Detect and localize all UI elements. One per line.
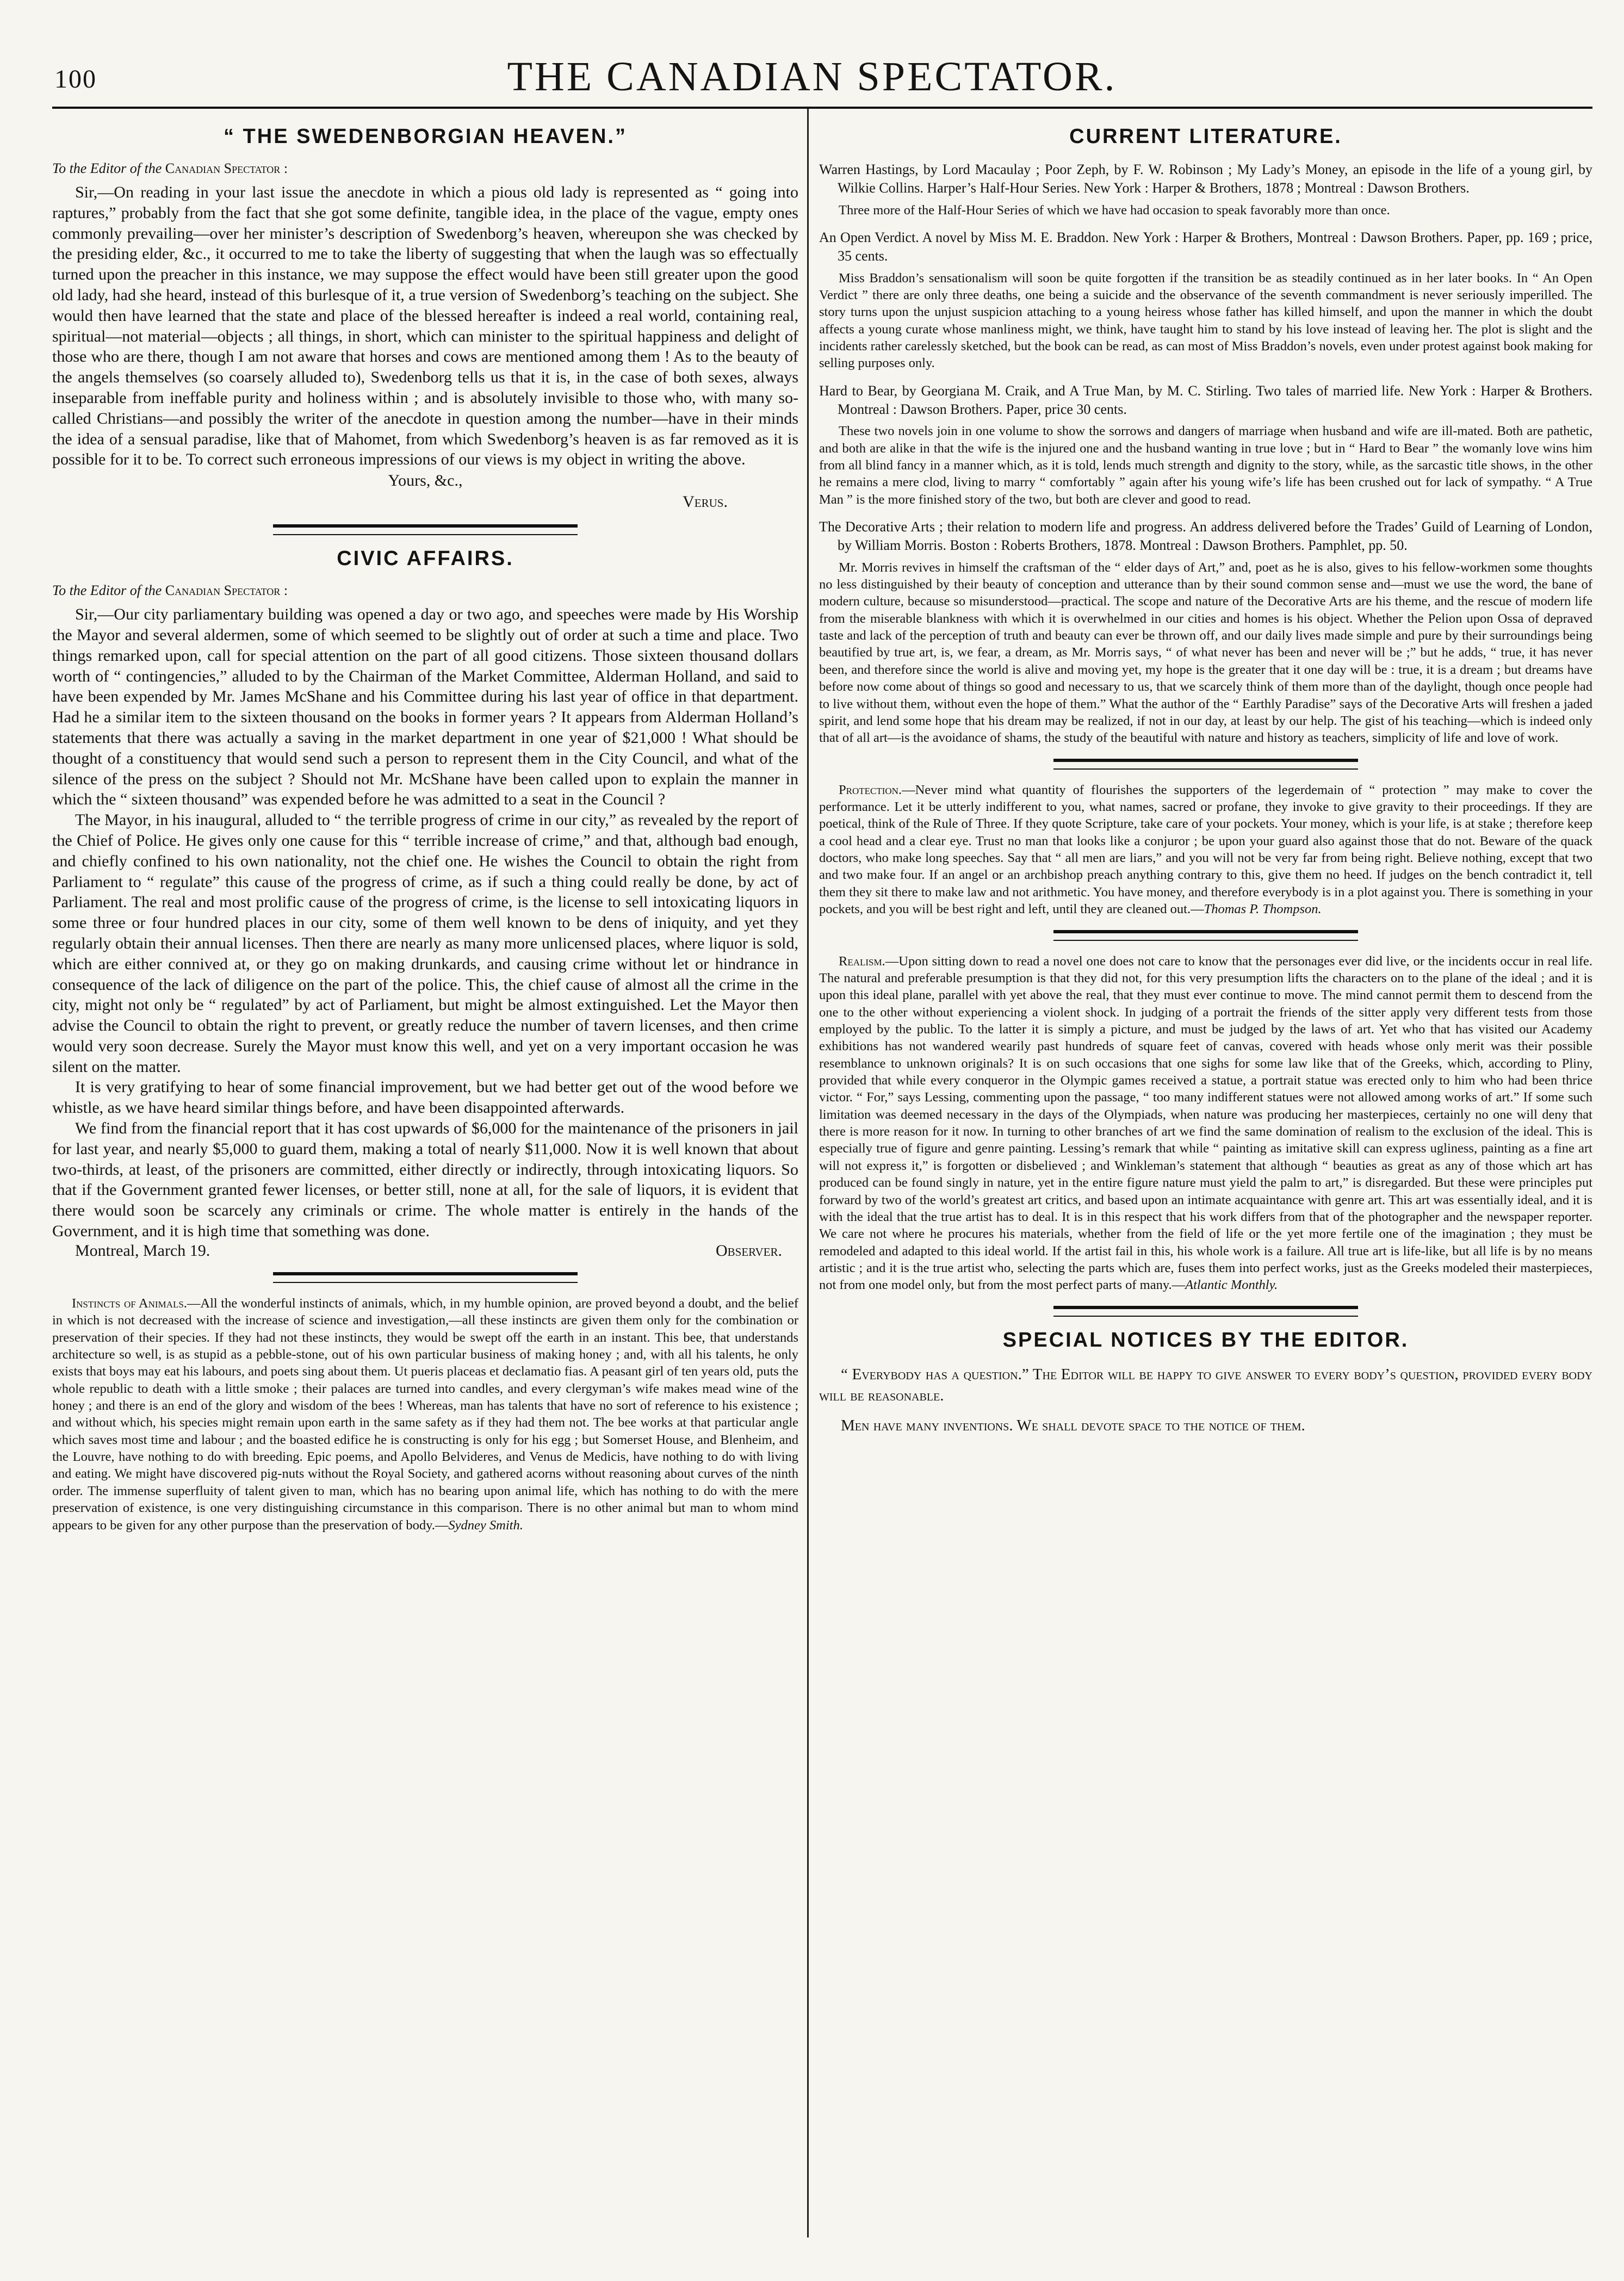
instincts-lead: Instincts of Animals. [72,1296,187,1311]
swedenborg-closing: Yours, &c., [388,472,463,490]
protection-body: —Never mind what quantity of flourishes the supporters of the legerdemain of “ protection ” may make to cover the performance. Let it be utterly indifferent to you, what names, sacred or profane, they invoke to give gravity to their proceedings. If they are poetical, think of the Rule of Three. If they quote Scripture, take care of your pockets. Your money, which is your life, is at stake ; therefore keep a cool head and a clear eye. Trust no man that looks like a conjuror ; be upon your guard also against those that do not. Beware of the quack doctors, who make long speeches. Say that “ all men are liars,” and you will not be very far from being right. Believe nothing, except that two and two make four. If an angel or an archbishop preach anything contrary to this, give them no heed. If judges on the bench contradict it, tell them they sit there to make law and not arithmetic. You have money, and therefore everybody is in a plot against you. There is something in your pockets, and you will be best right and left, until they are cleaned out.— [819,782,1592,917]
civic-date: Montreal, March 19. [75,1241,210,1260]
swedenborg-heading: “ THE SWEDENBORGIAN HEAVEN.” [223,125,627,148]
civic-paragraph: It is very gratifying to hear of some financial improvement, but we had better get out of the wood before we whistle, as we have heard similar things before, and have been disappointed afterwards. [52,1078,798,1117]
section-rule [1053,930,1358,941]
salutation-prefix: To the Editor of the [52,160,165,176]
notices-heading: SPECIAL NOTICES BY THE EDITOR. [1002,1328,1409,1352]
book-entry: An Open Verdict. A novel by Miss M. E. Braddon. New York : Harper & Brothers, Montreal : Dawson Brothers. Paper, pp. 169 ; price, 35 cents. [819,229,1592,264]
protection-signature: Thomas P. Thompson. [1204,902,1322,917]
right-column [819,120,1592,2232]
swedenborg-salutation [52,160,798,177]
swedenborg-signature: Verus. [683,493,728,511]
protection-extract [819,782,1592,918]
instincts-signature: Sydney Smith. [448,1517,523,1533]
salutation-prefix: To the Editor of the [52,582,165,599]
salutation-name: Canadian Spectator : [165,160,288,176]
current-literature [819,125,1592,747]
special-notices [819,1329,1592,1436]
protection-text [819,782,1592,918]
swedenborg-body: Sir,—On reading in your last issue the anecdote in which a pious old lady is represented as “ going into raptures,” probably from the fact that she got some definite, tangible idea, in the place of the vague, empty ones commonly prevailing—over her minister’s description of Swedenborg’s heaven, whereupon she was checked by the presiding elder, &c., it occurred to me to take the liberty of suggesting that when the laugh was so effectually turned upon the preacher in this instance, we may suppose the effect would have been still greater upon the good old lady, had she heard, instead of this burlesque of it, a true version of Swedenborg’s teaching on the subject. She would then have learned that the state and place of the blessed hereafter is indeed a real world, containing real, spiritual—not material—objects ; all things, in short, which can minister to the spiritual happiness and delight of those who are there, though I am not aware that horses and cows are mentioned among them ! As to the beauty of the angels themselves (so coarsely alluded to), Swedenborg tells us that it is, in the case of both sexes, always inseparable from ineffable purity and holiness within ; and is absolutely invisible to those who, with many so-called Christians—and possibly the writer of the anecdote in question among the number—have in their minds the idea of a sensual paradise, like that of Mahomet, from which Swedenborg’s heaven is as far removed as it is possible for it to be. To correct such erroneous impressions of our views is my object in writing the above. [52,183,798,469]
civic-paragraph: The Mayor, in his inaugural, alluded to “ the terrible progress of crime in our city,” as revealed by the report of the Chief of Police. He gives only one cause for this “ terrible increase of crime,” and that, although bad enough, and chiefly confined to his own nationality, not the chief one. He wishes the Council to obtain the right from Parliament to “ regulate” this cause of the progress of crime, as if such a thing could really be done, by act of Parliament. The real and most prolific cause of the progress of crime, is the license to sell intoxicating liquors in some three or four hundred places in our city, some of them well known to be dens of iniquity, and yet they regularly obtain their annual licenses. Then there are nearly as many more unlicensed places, where liquor is sold, which are either connived at, or they go on making drunkards, and causing crime without let or hindrance in consequence of the lack of diligence on the part of the police. This, the chief cause of almost all the crime in the city, might not only be “ regulated” by act of Parliament, but might be almost extinguished. Let the Mayor then advise the Council to obtain the right to prevent, or greatly reduce the number of tavern licenses, and then crime would very soon decrease. Surely the Mayor must know this well, and yet on a very important occasion he was silent on the matter. [52,811,798,1076]
section-rule [1053,1306,1358,1317]
civic-paragraph: We find from the financial report that it has cost upwards of $6,000 for the maintenance of the prisoners in jail for last year, and nearly $5,000 to guard them, making a total of nearly $11,000. Now it is well known that about two-thirds, at least, of the prisoners are committed, either directly or indirectly, through intoxicating liquors. So that if the Government granted fewer licenses, or better still, none at all, for the sale of liquors, it is evident that there would soon be scarcely any criminals or crime. The whole matter is entirely in the hands of the Government, and it is high time that something was done. [52,1119,798,1241]
realism-body: —Upon sitting down to read a novel one does not care to know that the personages ever did live, or the incidents occur in real life. The natural and preferable presumption is that they did not, for this very presumption lifts the characters on to the plane of the ideal ; and it is upon this ideal plane, parallel with yet above the real, that they must ever continue to move. The mind cannot permit them to descend from the one to the other without experiencing a violent shock. In judging of a portrait the friends of the sitter apply very different tests from those employed by the public. To the latter it is simply a picture, and must be judged by the laws of art. Yet who that has visited our Academy exhibitions has not wandered wearily past hundreds of square feet of canvas, covered with heads whose only merit was their possible resemblance to unknown originals? It is on such occasions that one sighs for some law like that of the Greeks, which, according to Pliny, provided that while every conqueror in the Olympic games received a statue, a portrait statue was erected only to him who had been thrice victor. “ For,” says Lessing, commenting upon the passage, “ too many indifferent statues were not allowed among works of art.” If some such limitation was deemed necessary in the days of the Olympiads, when nature was producing her masterpieces, certainly no one will deny that there is more reason for it now. In turning to other branches of art we find the same domination of realism to the exclusion of the ideal. This is especially true of figure and genre painting. Lessing’s remark that while “ painting as imitative skill can express ugliness, painting as a fine art will not express it,” is forgotten or disbelieved ; and Winkleman’s statement that although “ beauties as great as any of those which art has produced can be found singly in nature, yet in the entire figure nature must yield the palm to art,” is disregarded. But these were principles put forward by two of the world’s greatest art critics, and based upon an intimate acquaintance with genre art. This art was essentially ideal, and it is with the ideal that the true artist has to deal. It is in this respect that his work differs from that of the photographer and the newspaper reporter. We care not where he procures his materials, whether from the field of life or the yet more fertile one of the imagination ; they must be remodeled and adapted to this ideal world. If the artist fail in this, his whole work is a failure. All true art is life-like, but all life is by no means artistic ; and it is the true artist who, selecting the parts which are, fuses them into perfect works, just as the Greeks modeled their masterpieces, not from one model only, but from the most perfect parts of many.— [819,953,1592,1293]
instincts-text [52,1295,798,1534]
protection-lead: Protection. [839,782,902,797]
header-rule [52,107,1592,109]
left-column [52,120,798,2232]
book-review: These two novels join in one volume to show the sorrows and dangers of marriage when husband and wife are ill-mated. Both are pathetic, and both are alike in that the wife is the injured one and the husband wanting in true love ; but in “ Hard to Bear ” the womanly love wins him from all blind fancy in a manner which, as it is told, lends much strength and dignity to the story, while, as the sarcastic title shows, in the other he remains a mere clod, living to marry “ comfortably ” again after his young wife’s life has been crushed out for lack of sympathy. “ A True Man ” is the more finished story of the two, but both are clever and good to read. [819,424,1592,507]
realism-signature: Atlantic Monthly. [1185,1278,1278,1293]
section-rule [1053,759,1358,770]
book-entry: Hard to Bear, by Georgiana M. Craik, and A True Man, by M. C. Stirling. Two tales of married life. New York : Harper & Brothers. Montreal : Dawson Brothers. Paper, price 30 cents. [819,382,1592,417]
civic-affairs-letter [52,547,798,1260]
literature-heading: CURRENT LITERATURE. [1069,125,1342,148]
realism-lead: Realism. [839,953,885,969]
notice-item: Men have many inventions. We shall devote space to the notice of them. [841,1416,1305,1434]
swedenborg-letter [52,125,798,512]
column-divider [807,109,809,2237]
civic-signature: Observer. [715,1241,782,1260]
book-entry: The Decorative Arts ; their relation to modern life and progress. An address delivered before the Trades’ Guild of Learning of London, by William Morris. Boston : Roberts Brothers, 1878. Montreal : Dawson Brothers. Pamphlet, pp. 50. [819,519,1592,553]
book-review: Miss Braddon’s sensationalism will soon be quite forgotten if the transition be as steadily continued as in her later books. In “ An Open Verdict ” there are only three deaths, one being a suicide and the observance of the seventh commandment is never seriously imperilled. The story turns upon the unjust suspicion attaching to a young heiress whose father has killed himself, and upon the manner in which the doubt affects a young curate whose manliness might, we think, have taught him to stand by his love instead of leaving her. The plot is slight and the incidents rather carelessly sketched, but the book can be read, as can most of Miss Braddon’s novels, even under protest against book making for selling purposes only. [819,270,1592,371]
instincts-of-animals [52,1295,798,1534]
page-number: 100 [54,65,97,94]
civic-salutation [52,582,798,599]
notice-item: “ Everybody has a question.” The Editor will be happy to give answer to every body’s question, provided every body will be reasonable. [819,1365,1592,1404]
civic-heading: CIVIC AFFAIRS. [337,547,514,571]
realism-text [819,953,1592,1294]
section-rule [273,1272,578,1283]
civic-dateline [52,1242,798,1260]
instincts-body: —All the wonderful instincts of animals, which, in my humble opinion, are proved beyond a doubt, and the belief in which is not decreased with the increase of science and investigation,—all these instincts are given them only for the combination or preservation of their species. If they had not these instincts, they would be swept off the earth in an instant. This bee, that understands architecture so well, is as stupid as a pebble-stone, out of his own particular business of making honey ; and, with all his talents, he only exists that boys may eat his labours, and poets sing about them. Ut pueris placeas et declamatio fias. A peasant girl of ten years old, puts the whole republic to death with a little smoke ; their palaces are turned into candles, and every clergyman’s wife makes mead wine of the honey ; and there is an end of the glory and wisdom of the bees ! Whereas, man has talents that have no sort of reference to his existence ; and without which, his species might remain upon earth in the same safety as if they had them not. The bee works at that particular angle which saves most time and labour ; and the boasted edifice he is constructing is only for his egg ; but Somerset House, and Blenheim, and the Louvre, have nothing to do with breeding. Epic poems, and Apollo Belvideres, and Venus de Medicis, have nothing to do with living and eating. We might have discovered pig-nuts without the Royal Society, and gathered acorns without reasoning about curves of the ninth order. The immense superfluity of talent given to man, which has no bearing upon animal life, which has nothing to do with the mere preservation of existence, is one very distinguishing circumstance in this comparison. There is no other animal but man to whom mind appears to be given for any other purpose than the preservation of body.— [52,1296,798,1533]
book-review: Mr. Morris revives in himself the craftsman of the “ elder days of Art,” and, poet as he is also, gives to his fellow-workmen some thoughts no less distinguished by their beauty of conception and utterance than by their sound common sense and—must we use the word, the bane of modern culture, because so misunderstood—practical. The scope and nature of the Decorative Arts are his theme, and the rescue of modern life from the miserable blankness with which it is overwhelmed in our cities and homes is his object. Whether the Pelion upon Ossa of depraved taste and lack of the perception of truth and beauty can ever be thrown off, and our daily lives made simple and pure by their surroundings being beautified by true art, is, we fear, a dream, as Mr. Morris says, “ of what never has been and never will be ;” but he adds, “ true, it has never been, and therefore since the world is alive and moving yet, my hope is the greater that it one day will be : true, it is a dream ; but dreams have before now come about of things so good and necessary to us, that we scarcely think of them more than of the daylight, though once people had to live without them, without even the hope of them.” What the author of the “ Earthly Paradise” says of the Decorative Arts will freshen a jaded spirit, and lend some hope that his dream may be realized, if not in our day, at least by our help. The gist of his teaching—which is indeed only that of all art—is the avoidance of shams, the study of the beautiful with nature and history as teachers, simplicity of life and love of work. [819,560,1592,746]
civic-paragraph: Sir,—Our city parliamentary building was opened a day or two ago, and speeches were made by His Worship the Mayor and several aldermen, some of which seemed to be slightly out of order at such a time and place. Two things remarked upon, call for special attention on the part of all good citizens. Those sixteen thousand dollars worth of “ contingencies,” alluded to by the Chairman of the Market Committee, Alderman Holland, and said to have been expended by Mr. James McShane and his Committee during his last year of office in that department. Had he a similar item to the sixteen thousand on the books in former years ? It appears from Alderman Holland’s statements that there was actually a saving in the market department in one year of $21,000 ! What should be thought of a constituency that would send such a person to represent them in the City Council, and what of the silence of the press on the subject ? Should not Mr. McShane have been called upon to explain the manner in which the “ sixteen thousand” was expended before he was admitted to a seat in the Council ? [52,605,798,809]
section-rule [273,524,578,535]
salutation-name: Canadian Spectator : [165,582,288,599]
book-review: Three more of the Half-Hour Series of which we have had occasion to speak favorably more than once. [839,202,1390,218]
realism-extract [819,953,1592,1294]
masthead-title: THE CANADIAN SPECTATOR. [507,54,1117,100]
book-entry: Warren Hastings, by Lord Macaulay ; Poor Zeph, by F. W. Robinson ; My Lady’s Money, an episode in the life of a young girl, by Wilkie Collins. Harper’s Half-Hour Series. New York : Harper & Brothers, 1878 ; Montreal : Dawson Brothers. [819,162,1592,196]
